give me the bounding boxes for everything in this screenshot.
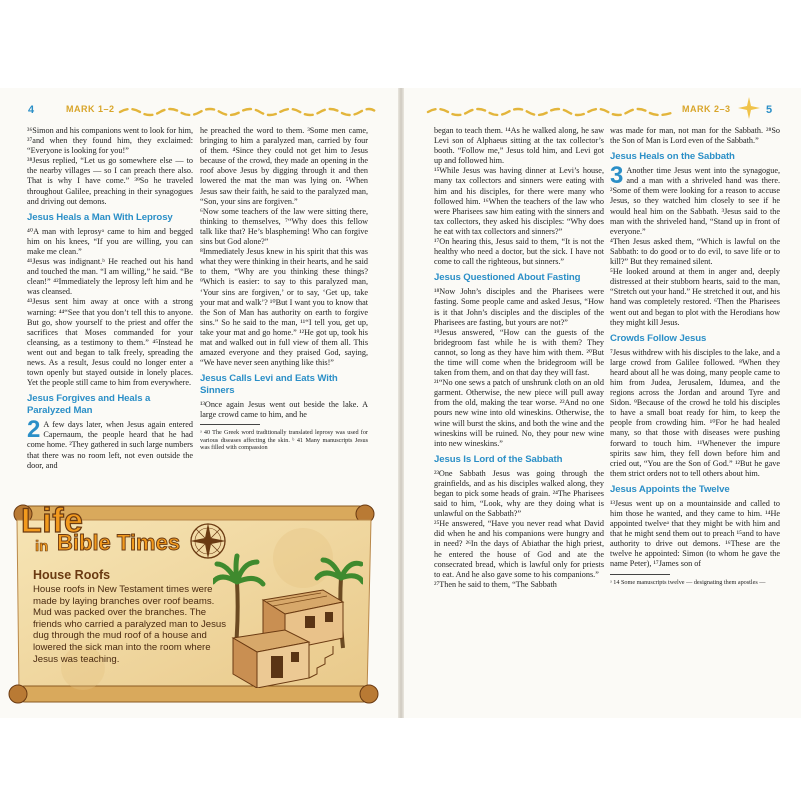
life-in-bible-times-sidebar xyxy=(3,498,383,708)
verse-paragraph: began to teach them. ¹⁴As he walked along, he saw Levi son of Alphaeus sitting at the tax collector’s booth. “Follow me,” Jesus told him, and Levi got up and followed him. xyxy=(434,126,604,166)
chapter-number-dropcap: 2 xyxy=(27,416,41,444)
wavy-dashed-rule xyxy=(426,105,676,119)
sidebar-title-bible-times: Bible Times xyxy=(57,530,181,555)
left-page xyxy=(0,88,398,718)
verse-paragraph: ³⁶Simon and his companions went to look for him, ³⁷and when they found him, they exclaimed: “Everyone is looking for you!” xyxy=(27,126,193,156)
verse-paragraph: ⁵He looked around at them in anger and, deeply distressed at their stubborn hearts, said to the man, “Stretch out your hand.” He stretched it out, and his hand was completely restored. ⁶Then the Pharisees went out and began to plot with the Herodians how they might kill Jesus. xyxy=(610,267,780,327)
right-page xyxy=(404,88,801,718)
left-column-2 xyxy=(200,126,368,451)
right-column-2 xyxy=(610,126,780,586)
section-heading: Jesus Calls Levi and Eats With Sinners xyxy=(200,373,338,397)
footnote: ᵃ 40 The Greek word traditionally translated leprosy was used for various diseases affecting the skin. ᵇ 41 Many manuscripts Jesus was filled with compassion xyxy=(200,429,368,452)
verse-paragraph: ⁴Then Jesus asked them, “Which is lawful on the Sabbath: to do good or to do evil, to save life or to kill?” But they remained silent. xyxy=(610,236,780,267)
footnote-rule xyxy=(610,574,670,576)
verse-paragraph: ⁸Immediately Jesus knew in his spirit that this was what they were thinking in their hearts, and he said to them, “Why are you thinking these things? ⁹Which is easier: to say to this paralyzed man, ‘Your sins are forgiven,’ or to say, ‘Get up, take your mat and walk’? ¹⁰But I want you to know that the Son of Man has authority on earth to forgive sins.” So he said to the man, ¹¹“I tell you, get up, take your mat and go home.” ¹²He got up, took his mat and walked out in full view of them all. This amazed everyone and they praised God, saying, “We have never seen anything like this!” xyxy=(200,247,368,368)
section-heading: Jesus Forgives and Heals a Paralyzed Man xyxy=(27,393,151,417)
verse-paragraph: ⁷Jesus withdrew with his disciples to the lake, and a large crowd from Galilee followed. ⁸When they heard about all he was doing, many people came to him from Judea, Jerusalem, Idumea, and the regions across the Jordan and around Tyre and Sidon. ⁹Because of the crowd he told his disciples to have a small boat ready for him, to keep the people from crowding him. ¹⁰For he had healed many, so that those with diseases were pushing forward to touch him. ¹¹Whenever the impure spirits saw him, they fell down before him and cried out, “You are the Son of God.” ¹²But he gave them strict orders not to tell others about him. xyxy=(610,347,780,478)
verse-paragraph: ¹⁵While Jesus was having dinner at Levi’s house, many tax collectors and sinners were eating with him and his disciples, for there were many who followed him. ¹⁶When the teachers of the law who were Pharisees saw him eating with the sinners and tax collectors, they asked his disciples: “Why does he eat with tax collectors and sinners?” xyxy=(434,166,604,236)
left-column-1 xyxy=(27,126,193,471)
verse-paragraph: ²⁵He answered, “Have you never read what David did when he and his companions were hungry and in need? ²⁶In the days of Abiathar the high priest, he entered the house of God and ate the consecrated bread, which is lawful only for priests to eat. And he also gave some to his companions.” xyxy=(434,519,604,579)
left-book-reference: MARK 1–2 xyxy=(66,104,115,114)
section-heading: Jesus Is Lord of the Sabbath xyxy=(434,453,563,465)
verse-paragraph: ⁴¹Jesus was indignant.ᵇ He reached out his hand and touched the man. “I am willing,” he said. “Be clean!” ⁴²Immediately the leprosy left him and he was cleansed. xyxy=(27,257,193,297)
verse-paragraph: ²¹“No one sews a patch of unshrunk cloth on an old garment. Otherwise, the new piece will pull away from the old, making the tear worse. ²²And no one pours new wine into old wineskins. Otherwise, the wine will burst the skins, and both the wine and the wineskins will be ruined. No, they pour new wine into new wineskins.” xyxy=(434,378,604,448)
verse-paragraph: ²⁷Then he said to them, “The Sabbath xyxy=(434,579,557,589)
verse-paragraph: ²³One Sabbath Jesus was going through the grainfields, and as his disciples walked along, they began to pick some heads of grain. ²⁴The Pharisees said to him, “Look, why are they doing what is unlawful on the Sabbath?” xyxy=(434,468,604,519)
section-heading: Jesus Heals on the Sabbath xyxy=(610,151,735,163)
chapter-paragraph-text: Another time Jesus went into the synagogue, and a man with a shriveled hand was there. ²Some of them were looking for a reason to accuse Jesus, so they watched him closely to see if he would heal him on the Sabbath. ³Jesus said to the man with the shriveled hand, “Stand up in front of everyone.” xyxy=(610,166,780,236)
verse-paragraph: ¹⁷On hearing this, Jesus said to them, “It is not the healthy who need a doctor, but the sick. I have not come to call the righteous, but sinners.” xyxy=(434,237,604,267)
flat-roof-house-illustration xyxy=(213,538,363,688)
chapter-paragraph xyxy=(27,416,193,470)
left-running-head xyxy=(0,104,398,126)
right-page-number: 5 xyxy=(766,104,773,116)
chapter-paragraph-text: A few days later, when Jesus again entered Capernaum, the people heard that he had come home. ²They gathered in such large numbers that there was no room left, not even outside the door, and xyxy=(27,420,193,470)
section-heading: Jesus Questioned About Fasting xyxy=(434,272,581,284)
sidebar-title-life: Life xyxy=(21,502,84,540)
verse-paragraph: ¹⁹Jesus answered, “How can the guests of the bridegroom fast while he is with them? They cannot, so long as they have him with them. ²⁰But the time will come when the bridegroom will be taken from them, and on that day they will fast. xyxy=(434,327,604,378)
sidebar-title-in: in xyxy=(35,538,49,555)
right-book-reference: MARK 2–3 xyxy=(682,104,731,114)
sidebar-body: House roofs in New Testament times were made by laying branches over roof beams. Mud was packed over the branches. The friends who carried a paralyzed man to Jesus dug through the mud roof of a house and lowered the sick man into the room where Jesus was teaching. xyxy=(33,584,227,665)
book-spread xyxy=(0,88,801,718)
section-heading: Crowds Follow Jesus xyxy=(610,332,707,344)
footnote: ᵃ 14 Some manuscripts twelve — designating them apostles — xyxy=(610,578,766,586)
right-column-1 xyxy=(434,126,604,590)
verse-paragraph: ¹³Once again Jesus went out beside the lake. A large crowd came to him, and he xyxy=(200,400,368,420)
sparkle-star-icon xyxy=(738,97,760,119)
chapter-number-dropcap: 3 xyxy=(610,162,624,190)
footnote-rule xyxy=(200,424,260,426)
verse-paragraph: ⁴³Jesus sent him away at once with a strong warning: ⁴⁴“See that you don’t tell this to anyone. But go, show yourself to the priest and offer the sacrifices that Moses commanded for your cleansing, as a testimony to them.” ⁴⁵Instead he went out and began to talk freely, spreading the news. As a result, Jesus could no longer enter a town openly but stayed outside in lonely places. Yet the people still came to him from everywhere. xyxy=(27,297,193,388)
verse-paragraph: ³⁸Jesus replied, “Let us go somewhere else — to the nearby villages — so I can preach there also. That is why I have come.” ³⁹So he traveled throughout Galilee, preaching in their synagogues and driving out demons. xyxy=(27,156,193,206)
sidebar-heading: House Roofs xyxy=(33,568,111,582)
wavy-dashed-rule xyxy=(118,105,378,119)
verse-paragraph: was made for man, not man for the Sabbath. ²⁸So the Son of Man is Lord even of the Sabbath.” xyxy=(610,126,780,146)
left-page-number: 4 xyxy=(28,104,35,116)
verse-paragraph: he preached the word to them. ³Some men came, bringing to him a paralyzed man, carried by four of them. ⁴Since they could not get him to Jesus because of the crowd, they made an opening in the roof above Jesus by digging through it and then lowered the mat the man was lying on. ⁵When Jesus saw their faith, he said to the paralyzed man, “Son, your sins are forgiven.” xyxy=(200,126,368,206)
verse-paragraph: ⁴⁰A man with leprosyᵃ came to him and begged him on his knees, “If you are willing, you can make me clean.” xyxy=(27,226,193,256)
section-heading: Jesus Appoints the Twelve xyxy=(610,483,730,495)
verse-paragraph: ⁶Now some teachers of the law were sitting there, thinking to themselves, ⁷“Why does this fellow talk like that? He’s blaspheming! Who can forgive sins but God alone?” xyxy=(200,206,368,247)
right-running-head xyxy=(404,104,801,126)
verse-paragraph: ¹³Jesus went up on a mountainside and called to him those he wanted, and they came to him. ¹⁴He appointed twelveᵃ that they might be with him and that he might send them out to preach ¹⁵and to have authority to drive out demons. ¹⁶These are the twelve he appointed: Simon (to whom he gave the name Peter), ¹⁷James son of xyxy=(610,498,780,569)
section-heading: Jesus Heals a Man With Leprosy xyxy=(27,211,173,223)
verse-paragraph: ¹⁸Now John’s disciples and the Pharisees were fasting. Some people came and asked Jesus, “How is it that John’s disciples and the disciples of the Pharisees are fasting, but yours are not?” xyxy=(434,287,604,327)
chapter-paragraph xyxy=(610,162,780,237)
